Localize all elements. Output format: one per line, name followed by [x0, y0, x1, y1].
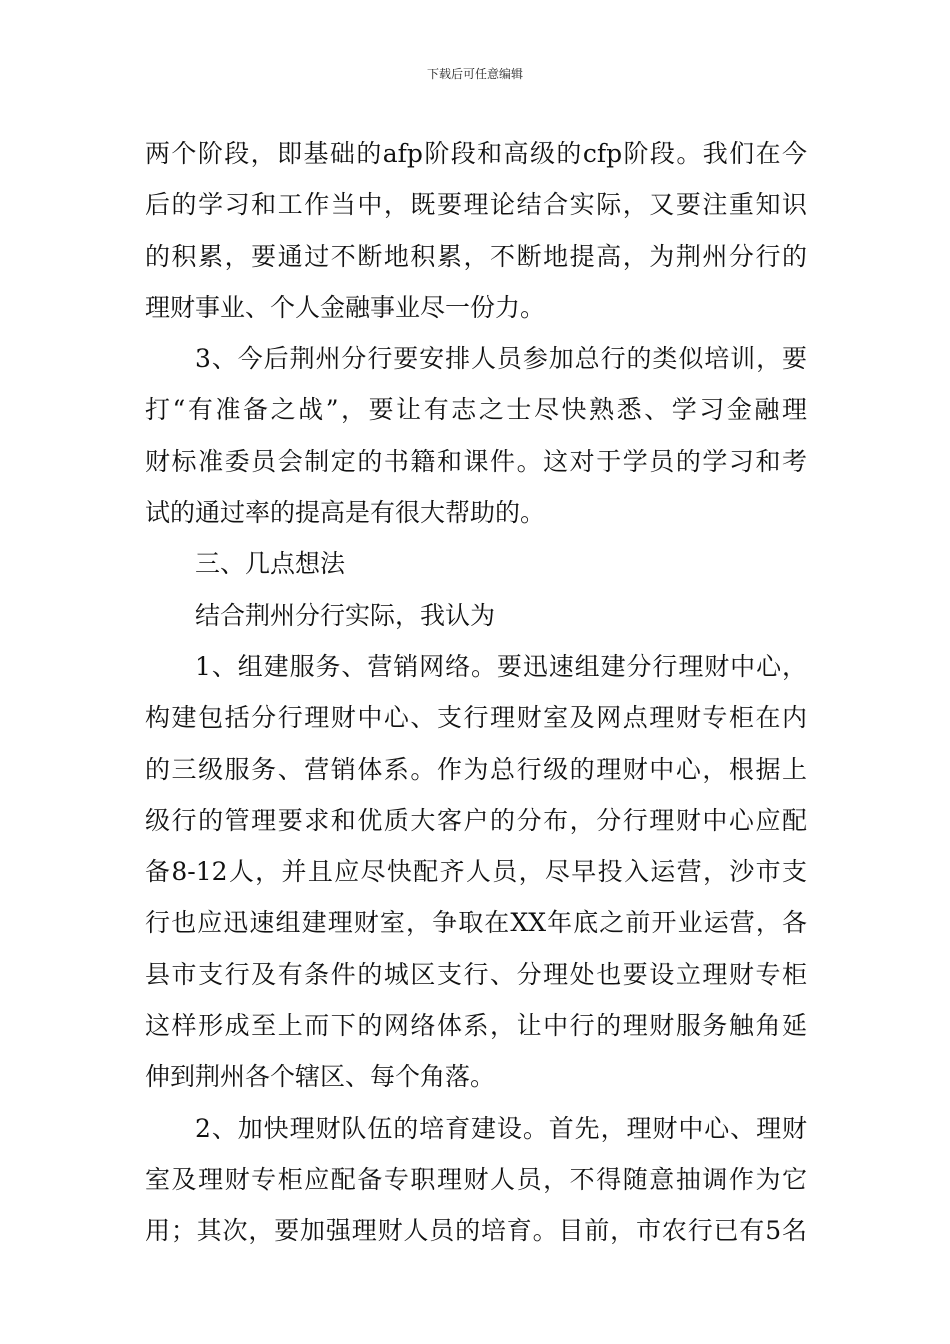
- text-line: 财标准委员会制定的书籍和课件。这对于学员的学习和考: [145, 446, 807, 476]
- text-line: 理财事业、个人金融事业尽一份力。: [145, 292, 546, 322]
- text-line: 级行的管理要求和优质大客户的分布，分行理财中心应配: [145, 805, 807, 835]
- text-line: 的三级服务、营销体系。作为总行级的理财中心，根据上: [145, 754, 807, 784]
- text-line: 两个阶段，即基础的afp阶段和高级的cfp阶段。我们在今: [145, 139, 807, 168]
- text-line: 后的学习和工作当中，既要理论结合实际，又要注重知识: [145, 190, 807, 220]
- text-line: 这样形成至上而下的网络体系，让中行的理财服务触角延: [145, 1011, 807, 1041]
- text-line: 室及理财专柜应配备专职理财人员，不得随意抽调作为它: [145, 1164, 807, 1194]
- page-header: 下载后可任意编辑: [426, 67, 523, 81]
- text-line: 打“有准备之战”，要让有志之士尽快熟悉、学习金融理: [145, 395, 807, 425]
- text-line: 备8-12人，并且应尽快配齐人员，尽早投入运营，沙市支: [145, 857, 807, 887]
- text-line: 的积累，要通过不断地积累，不断地提高，为荆州分行的: [145, 241, 807, 271]
- text-line: 构建包括分行理财中心、支行理财室及网点理财专柜在内: [145, 703, 807, 733]
- text-line: 行也应迅速组建理财室，争取在XX年底之前开业运营，各: [145, 908, 807, 938]
- text-line: 三、几点想法: [195, 549, 346, 579]
- text-line: 县市支行及有条件的城区支行、分理处也要设立理财专柜: [145, 959, 807, 989]
- text-line: 结合荆州分行实际，我认为: [195, 600, 496, 630]
- text-line: 1、组建服务、营销网络。要迅速组建分行理财中心，: [195, 651, 807, 681]
- text-line: 伸到荆州各个辖区、每个角落。: [145, 1062, 496, 1092]
- text-line: 3、今后荆州分行要安排人员参加总行的类似培训，要: [195, 344, 807, 374]
- text-line: 用；其次，要加强理财人员的培育。目前，市农行已有5名: [145, 1216, 807, 1246]
- document-body: [145, 128, 807, 1257]
- text-line: 2、加快理财队伍的培育建设。首先，理财中心、理财: [195, 1113, 807, 1143]
- text-line: 试的通过率的提高是有很大帮助的。: [145, 498, 546, 528]
